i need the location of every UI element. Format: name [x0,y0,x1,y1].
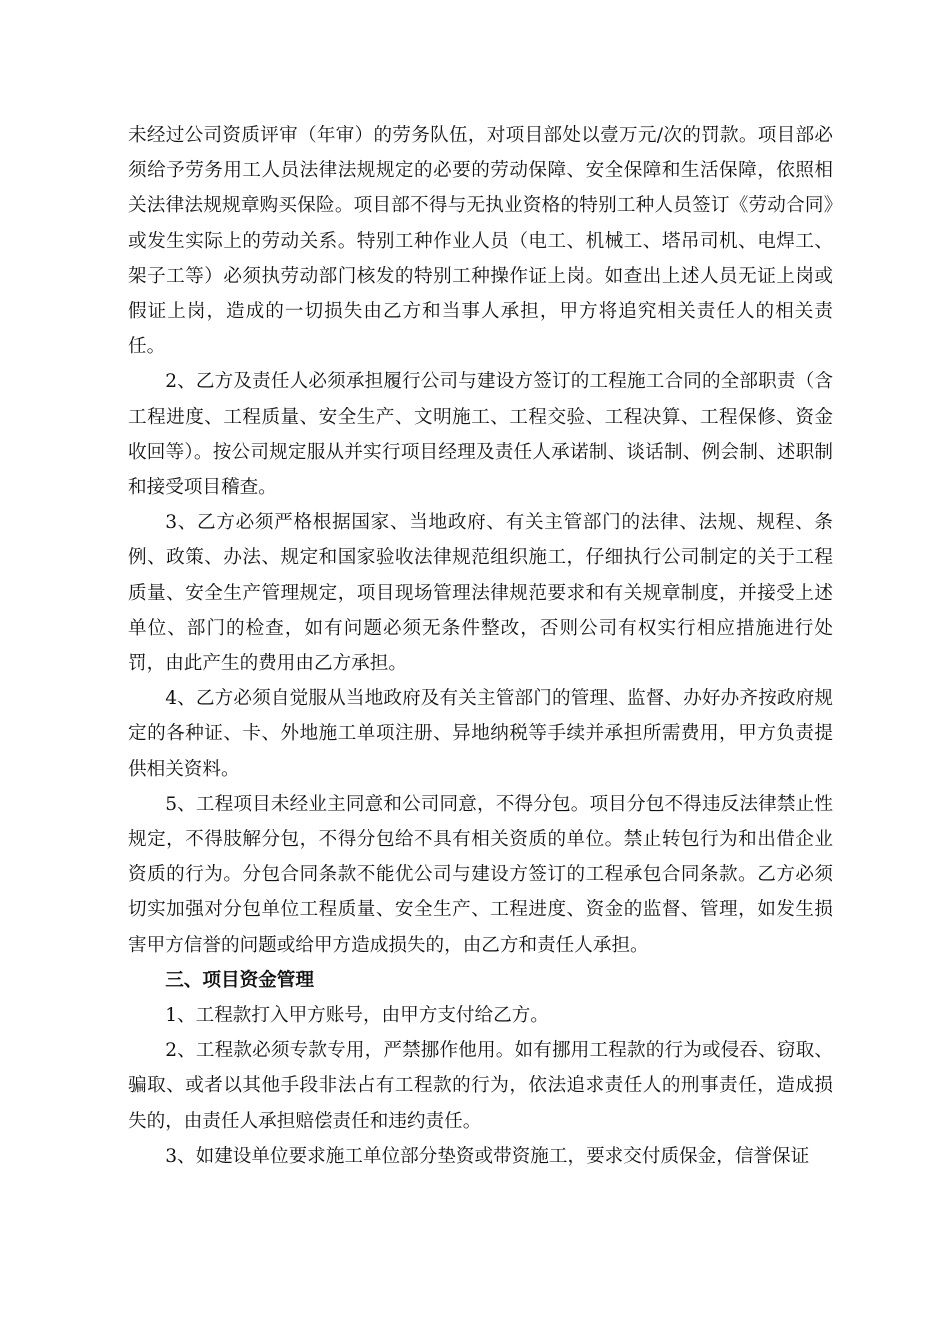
paragraph-item-4: 4、乙方必须自觉服从当地政府及有关主管部门的管理、监督、办好办齐按政府规定的各种证、卡、外地施工单项注册、异地纳税等手续并承担所需费用，甲方负责提供相关资料。 [128,688,833,780]
document-body [128,118,833,1174]
paragraph-item-2: 2、乙方及责任人必须承担履行公司与建设方签订的工程施工合同的全部职责（含工程进度、工程质量、安全生产、文明施工、工程交验、工程决算、工程保修、资金收回等）。按公司规定服从并实行项目经理及责任人承诺制、谈话制、例会制、述职制和接受项目稽查。 [128,371,833,499]
section-heading: 三、项目资金管理 [165,969,314,991]
paragraph-item-3: 3、乙方必须严格根据国家、当地政府、有关主管部门的法律、法规、规程、条例、政策、办法、规定和国家验收法律规范组织施工，仔细执行公司制定的关于工程质量、安全生产管理规定，项目现场管理法律规范要求和有关规章制度，并接受上述单位、部门的检查，如有问题必须无条件整改，否则公司有权实行相应措施进行处罚，由此产生的费用由乙方承担。 [128,512,833,675]
section-paragraph-2: 2、工程款必须专款专用，严禁挪作他用。如有挪用工程款的行为或侵吞、窃取、骗取、或者以其他手段非法占有工程款的行为，依法追求责任人的刑事责任，造成损失的，由责任人承担赔偿责任和违约责任。 [128,1040,833,1132]
section-paragraph-1: 1、工程款打入甲方账号，由甲方支付给乙方。 [165,1005,549,1027]
section-paragraph-3: 3、如建设单位要求施工单位部分垫资或带资施工，要求交付质保金，信誉保证 [165,1145,810,1167]
paragraph-continuation: 未经过公司资质评审（年审）的劳务队伍，对项目部处以壹万元/次的罚款。项目部必须给予劳务用工人员法律法规规定的必要的劳动保障、安全保障和生活保障，依照相关法律法规规章购买保险。项目部不得与无执业资格的特别工种人员签订《劳动合同》或发生实际上的劳动关系。特别工种作业人员（电工、机械工、塔吊司机、电焊工、架子工等）必须执劳动部门核发的特别工种操作证上岗。如查出上述人员无证上岗或假证上岗，造成的一切损失由乙方和当事人承担，甲方将追究相关责任人的相关责任。 [128,125,833,358]
paragraph-item-5: 5、工程项目未经业主同意和公司同意，不得分包。项目分包不得违反法律禁止性规定，不得肢解分包，不得分包给不具有相关资质的单位。禁止转包行为和出借企业资质的行为。分包合同条款不能优公司与建设方签订的工程承包合同条款。乙方必须切实加强对分包单位工程质量、安全生产、工程进度、资金的监督、管理，如发生损害甲方信誉的问题或给甲方造成损失的，由乙方和责任人承担。 [128,793,833,956]
